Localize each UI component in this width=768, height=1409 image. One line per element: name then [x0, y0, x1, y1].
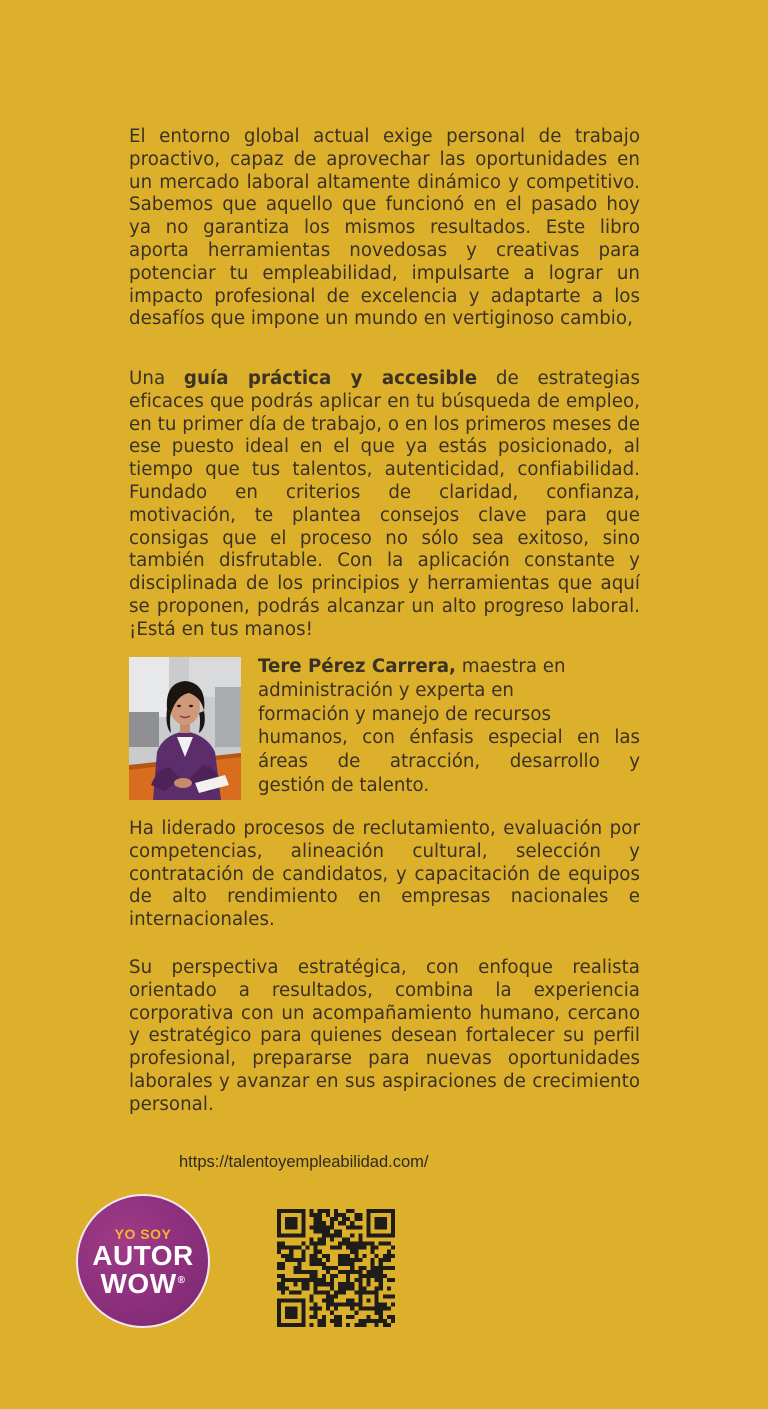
badge-line-3-wrap [78, 1268, 208, 1300]
intro-paragraph-2 [129, 368, 640, 642]
author-bio-line-3: formación y manejo de recursos [258, 703, 551, 725]
author-bio-line-1: maestra en [455, 656, 566, 677]
intro-paragraph-2-rest: de estrategias eficaces que podrás aplicar en tu búsqueda de empleo, en tu primer día de trabajo, o en los primeros meses de ese puesto ideal en el que ya estás posicionado, al tiempo que tus talentos, autenticidad, confiabilidad. Fundado en criterios de claridad, confianza, motivación, te plantea consejos clave para que consigas que el proceso no sólo sea exitoso, sino también disfrutable. Con la aplicación constante y disciplinada de los principios y herramientas que aquí se proponen, podrás alcanzar un alto progreso laboral. ¡Está en tus manos! [129, 368, 641, 640]
qr-code[interactable] [277, 1209, 395, 1327]
author-perspective-paragraph: Su perspectiva estratégica, con enfoque realista orientado a resultados, combina la experiencia corporativa con un acompañamiento humano, cercano y estratégico para quienes desean fortalecer su perfil profesional, prepararse para nuevas oportunidades laborales y avanzar en sus aspiraciones de crecimiento personal. [129, 957, 640, 1115]
author-bio-line-4: humanos, con énfasis especial en las [258, 727, 640, 749]
author-bio-line-2: administración y experta en [258, 679, 514, 701]
author-bio-line-5: áreas de atracción, desarrollo y [258, 751, 640, 773]
author-bio [256, 655, 640, 798]
author-name: Tere Pérez Carrera, [258, 656, 456, 677]
author-bio-line-6: gestión de talento. [258, 774, 430, 796]
author-experience-paragraph: Ha liderado procesos de reclutamiento, evaluación por competencias, alineación cultural, selección y contratación de candidatos, y capacitación de equipos de alto rendimiento en empresas nacionales e internacionales. [129, 818, 640, 931]
registered-mark: ® [177, 1274, 186, 1286]
badge-line-2: AUTOR [92, 1240, 194, 1271]
author-bio-first-line [256, 655, 640, 679]
intro-paragraph-2-lead: Una [129, 368, 184, 389]
autor-wow-badge [76, 1194, 210, 1328]
badge-line-3: WOW [100, 1268, 177, 1299]
intro-paragraph-2-bold: guía práctica y accesible [183, 368, 478, 389]
author-photo [129, 657, 241, 800]
website-link[interactable]: https://talentoyempleabilidad.com/ [179, 1153, 429, 1171]
badge-line-1: YO SOY [114, 1226, 172, 1242]
intro-paragraph-1: El entorno global actual exige personal de trabajo proactivo, capaz de aprovechar las oportunidades en un mercado laboral altamente dinámico y competitivo. Sabemos que aquello que funcionó en el pasado hoy ya no garantiza los mismos resultados. Este libro aporta herramientas novedosas y creativas para potenciar tu empleabilidad, impulsarte a lograr un impacto profesional de excelencia y adaptarte a los desafíos que impone un mundo en vertiginoso cambio, [129, 126, 640, 330]
